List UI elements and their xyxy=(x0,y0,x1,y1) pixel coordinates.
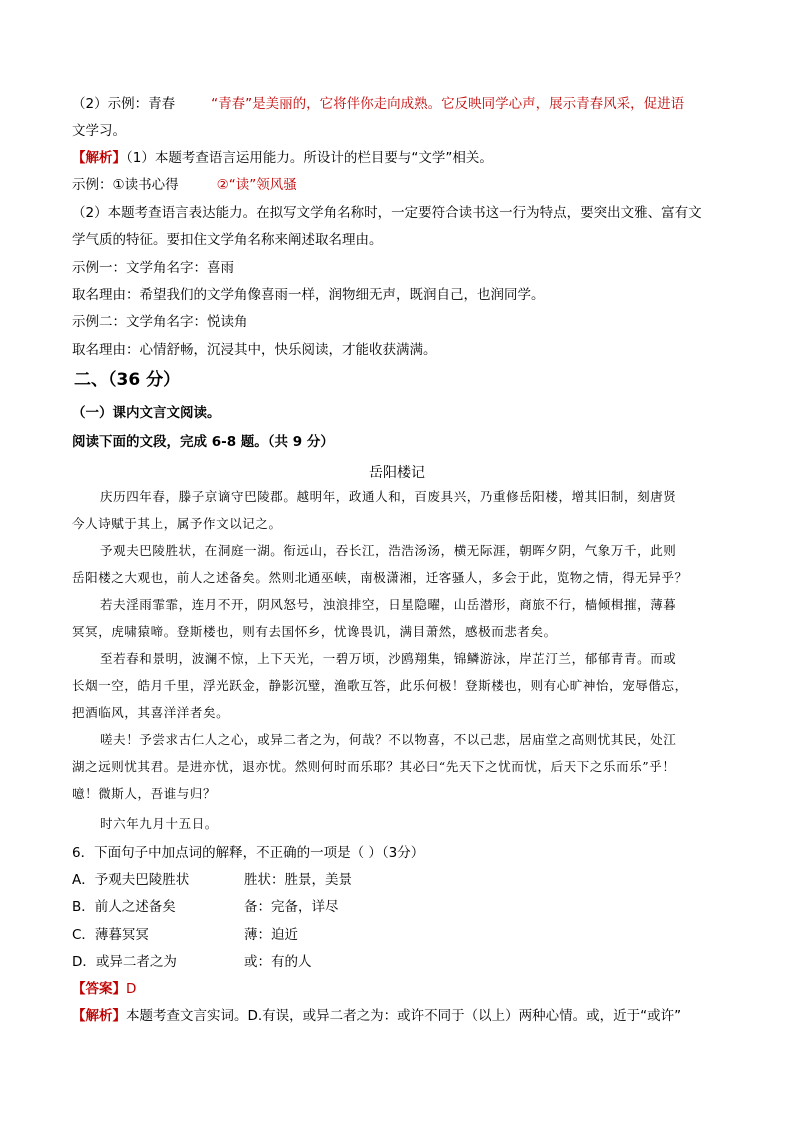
option-b-text: B．前人之述备矣 xyxy=(72,899,176,915)
section-heading: 二、（36 分） xyxy=(74,370,181,390)
option-b xyxy=(72,897,339,917)
passage-line: 岳阳楼之大观也，前人之述备矣。然则北通巫峡，南极潇湘，迁客骚人，多会于此，览物之情，得无异乎？ xyxy=(72,570,688,585)
answer-value: D xyxy=(126,981,137,997)
passage-line: 至若春和景明，波澜不惊，上下天光，一碧万顷，沙鸥翔集，锦鳞游泳，岸芷汀兰，郁郁青青。而或 xyxy=(100,651,677,666)
answer-2-red-text: “青春”是美丽的，它将伴你走向成熟。它反映同学心声，展示青春风采，促进语 xyxy=(211,96,685,112)
answer-tag: 【答案】 xyxy=(72,981,126,997)
passage-line: 湖之远则忧其君。是进亦忧，退亦忧。然则何时而乐耶？其必曰“先天下之忧而忧，后天下之乐而乐”乎！ xyxy=(72,759,676,774)
answer-2-red-tail: 文学习。 xyxy=(72,123,126,139)
option-d-text: D．或异二者之为 xyxy=(72,954,177,970)
passage-line: 长烟一空，皓月千里，浮光跃金，静影沉璧，渔歌互答，此乐何极！登斯楼也，则有心旷神怡，宠辱偕忘， xyxy=(72,678,688,693)
analysis-line-1 xyxy=(72,148,493,168)
option-b-gloss: 备：完备，详尽 xyxy=(244,899,339,915)
passage-line: 今人诗赋于其上，属予作文以记之。 xyxy=(72,516,282,531)
option-a xyxy=(72,870,352,890)
question-6-stem: 6．下面句子中加点词的解释，不正确的一项是（ ）（3分） xyxy=(72,845,425,861)
passage-line: 庆历四年春，滕子京谪守巴陵郡。越明年，政通人和，百废具兴，乃重修岳阳楼，增其旧制，刻唐贤 xyxy=(100,489,677,504)
analysis-tag-2: 【解析】 xyxy=(72,1008,126,1024)
answer-2-line-2 xyxy=(72,121,126,141)
answer-2-prefix: （2）示例：青春 xyxy=(72,96,176,112)
passage-line: 把酒临风，其喜洋洋者矣。 xyxy=(72,705,230,720)
passage-line: 嗟夫！予尝求古仁人之心，或异二者之为，何哉？不以物喜，不以己悲，居庙堂之高则忧其民，处江 xyxy=(100,732,677,747)
option-d xyxy=(72,952,312,972)
option-c-gloss: 薄：迫近 xyxy=(244,927,298,943)
passage-date: 时六年九月十五日。 xyxy=(100,816,218,831)
analysis-line-3: （2）本题考查语言表达能力。在拟写文学角名称时，一定要符合读书这一行为特点，要突出文雅、富有文 xyxy=(72,205,702,221)
answer-line xyxy=(72,979,136,999)
option-a-gloss: 胜状：胜景，美景 xyxy=(244,872,352,888)
option-d-gloss: 或：有的人 xyxy=(244,954,312,970)
answer-2-line-1 xyxy=(72,94,684,114)
passage-line: 予观夫巴陵胜状，在洞庭一湖。衔远山，吞长江，浩浩汤汤，横无际涯，朝晖夕阴，气象万千，此则 xyxy=(100,543,677,558)
passage-line: 冥冥，虎啸猿啼。登斯楼也，则有去国怀乡，忧谗畏讥，满目萧然，感极而悲者矣。 xyxy=(72,624,557,639)
analysis-text-2: 本题考查文言实词。D.有误，或异二者之为：或许不同于（以上）两种心情。或，近于“或许” xyxy=(126,1008,682,1024)
analysis-line-4: 学气质的特征。要扣住文学角名称来阐述取名理由。 xyxy=(72,232,383,248)
passage-line: 若夫淫雨霏霏，连月不开，阴风怒号，浊浪排空，日星隐曜，山岳潜形，商旅不行，樯倾楫摧，薄暮 xyxy=(100,597,677,612)
passage-line: 噫！微斯人，吾谁与归？ xyxy=(72,786,217,801)
question-6-analysis xyxy=(72,1006,681,1026)
option-c xyxy=(72,925,298,945)
example-1: 示例：①读书心得 xyxy=(72,177,179,193)
analysis-line-2 xyxy=(72,175,297,195)
analysis-line-5: 示例一：文学角名字：喜雨 xyxy=(72,260,234,276)
option-c-text: C．薄暮冥冥 xyxy=(72,927,149,943)
analysis-text-1: （1）本题考查语言运用能力。所设计的栏目要与“文学”相关。 xyxy=(126,150,493,166)
example-2: ②“读”领风骚 xyxy=(216,177,297,193)
instruction: 阅读下面的文段，完成 6-8 题。（共 9 分） xyxy=(72,434,334,450)
passage-title: 岳阳楼记 xyxy=(369,465,425,481)
analysis-line-7: 示例二：文学角名字：悦读角 xyxy=(72,314,248,330)
analysis-line-6: 取名理由：希望我们的文学角像喜雨一样，润物细无声，既润自己，也润同学。 xyxy=(72,287,545,303)
analysis-line-8: 取名理由：心情舒畅，沉浸其中，快乐阅读，才能收获满满。 xyxy=(72,342,437,358)
analysis-tag: 【解析】 xyxy=(72,150,126,166)
subsection-heading: （一）课内文言文阅读。 xyxy=(72,405,221,421)
option-a-text: A．予观夫巴陵胜状 xyxy=(72,872,190,888)
